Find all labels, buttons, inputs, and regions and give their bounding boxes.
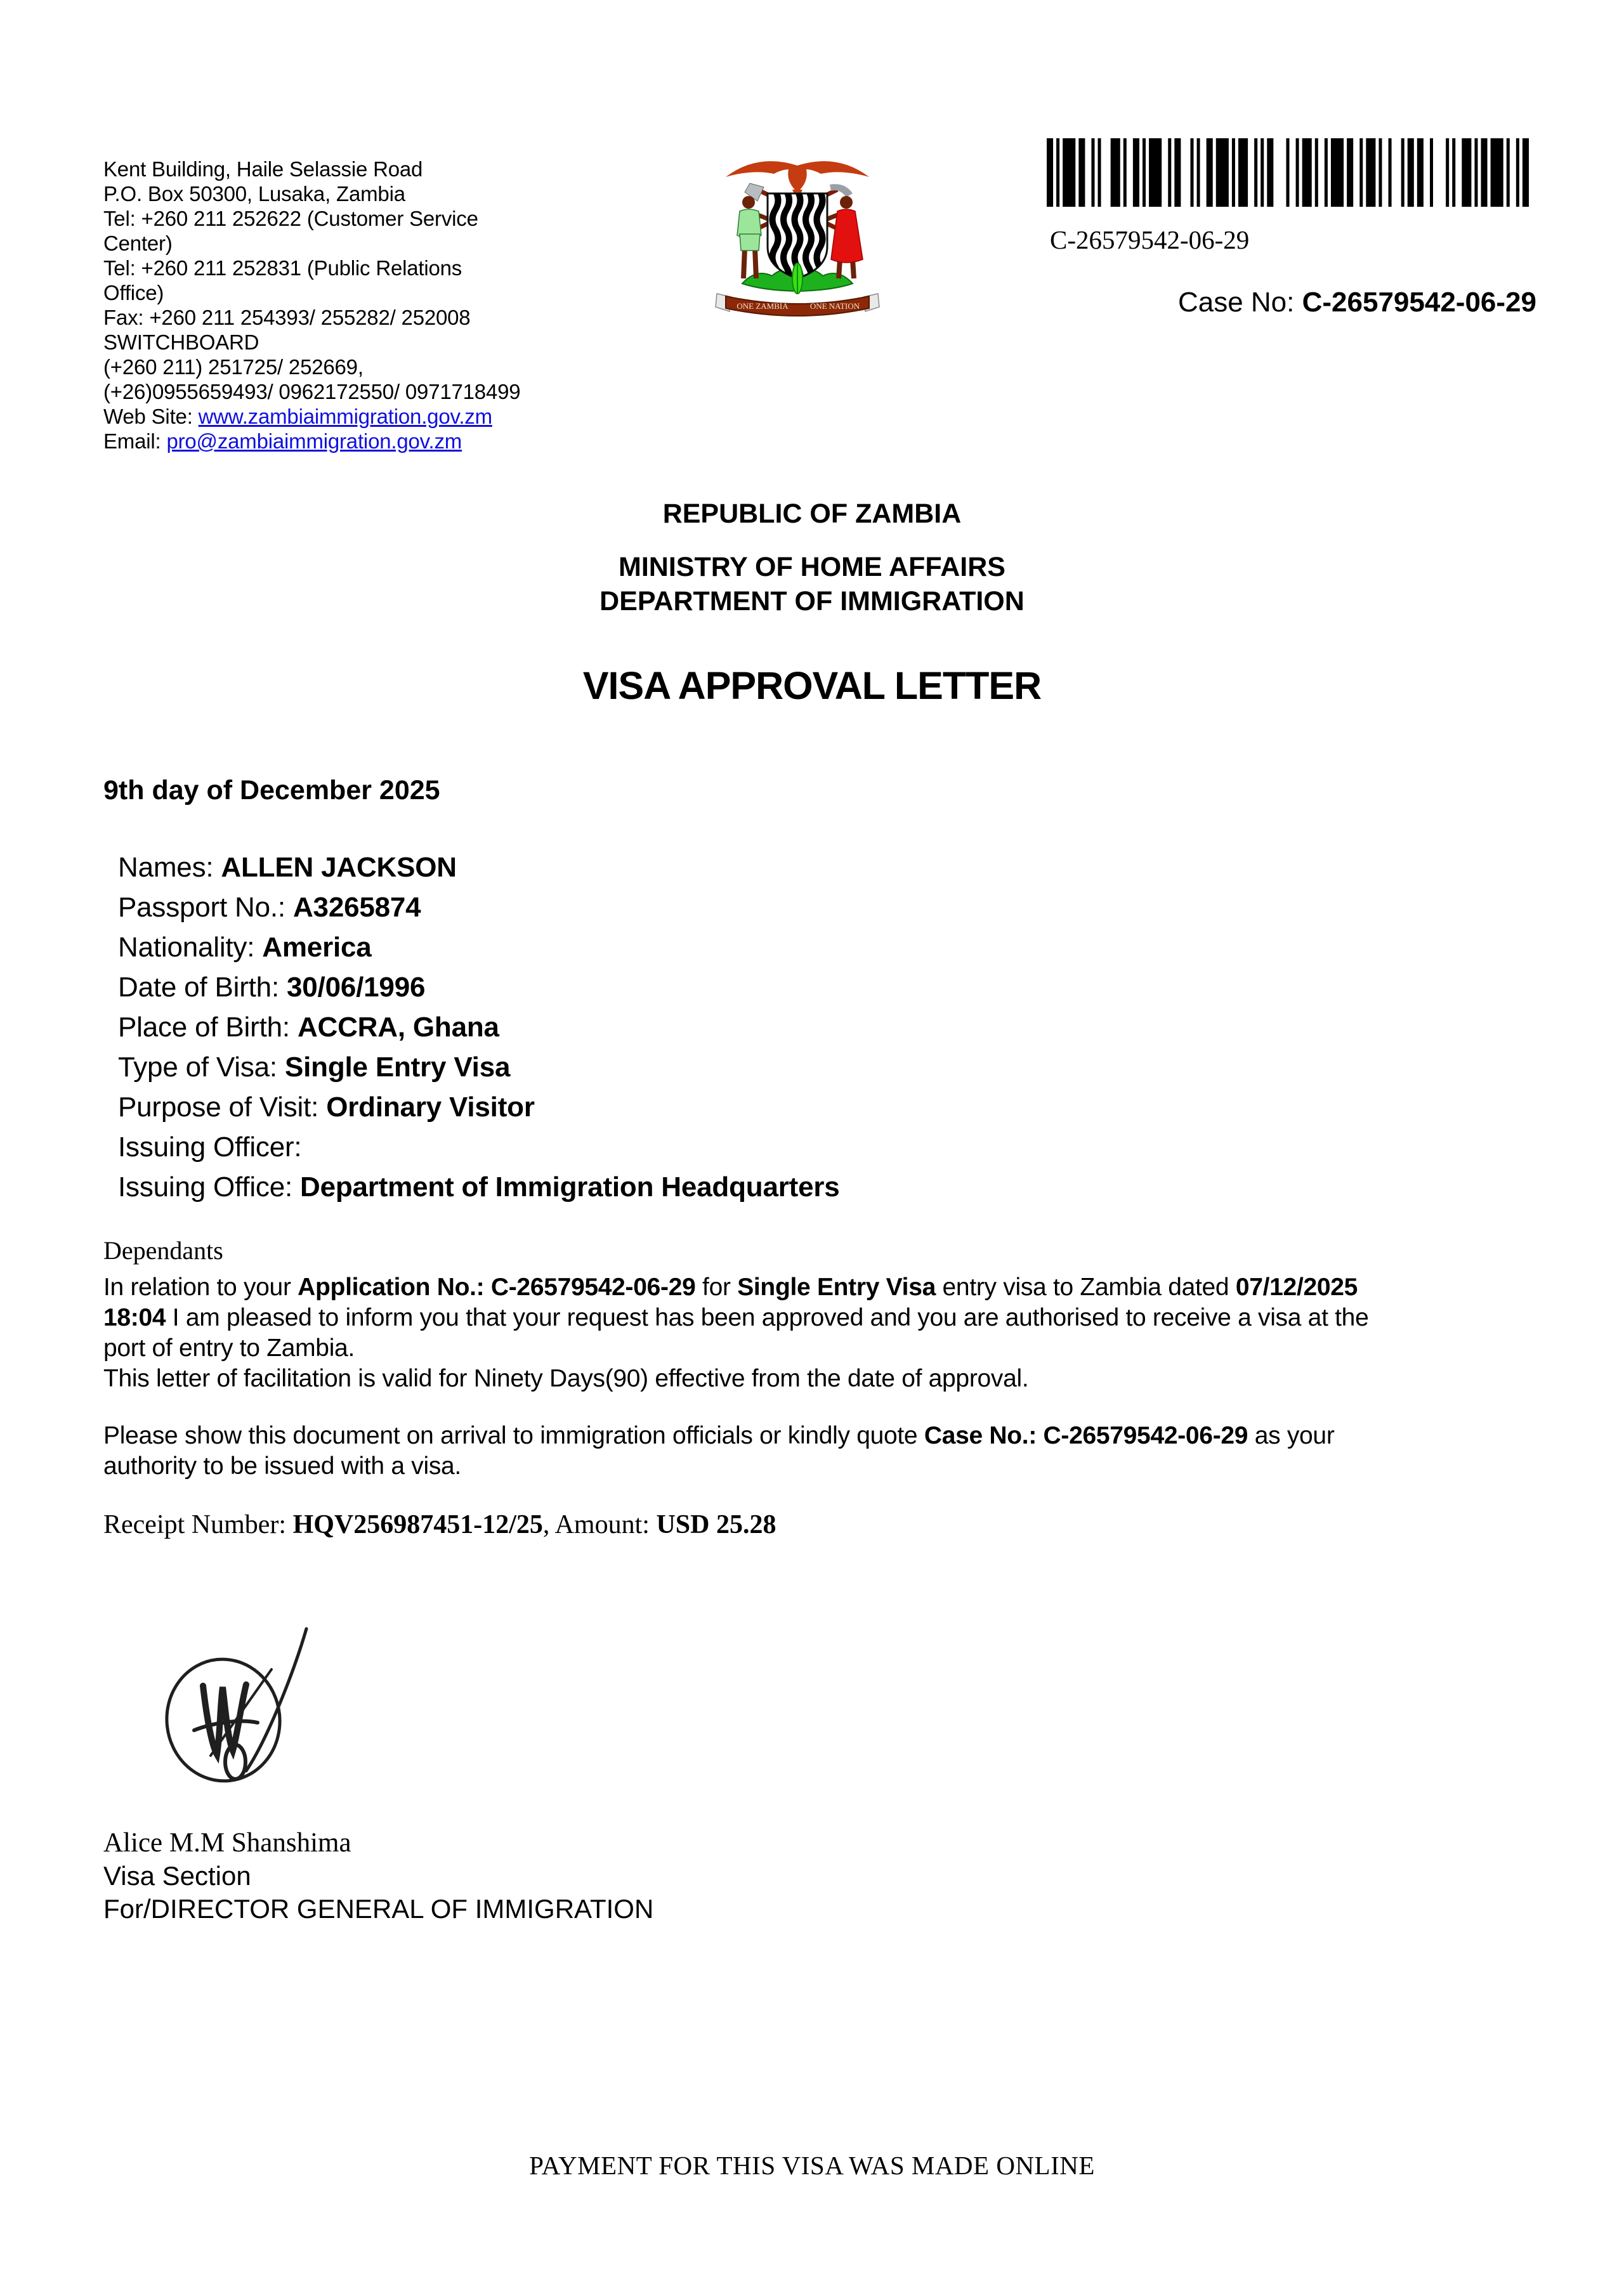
detail-row-issuing-officer [118, 1127, 840, 1167]
text-segment: for [695, 1274, 738, 1301]
detail-row-names [118, 847, 840, 887]
validity-line: This letter of facilitation is valid for Ninety Days(90) effective from the date of approval. [103, 1365, 1029, 1392]
ministry-department-heading [0, 550, 1624, 618]
approval-paragraph [103, 1272, 1368, 1394]
text-segment: entry visa to Zambia dated [936, 1274, 1236, 1301]
detail-label: Issuing Office: [118, 1171, 301, 1203]
case-number-bold: Case No.: C-26579542-06-29 [924, 1422, 1248, 1449]
detail-label: Date of Birth: [118, 972, 287, 1003]
application-time: 18:04 [103, 1304, 166, 1331]
page-title: VISA APPROVAL LETTER [582, 664, 1042, 707]
payment-note: PAYMENT FOR THIS VISA WAS MADE ONLINE [529, 2151, 1095, 2180]
maize-cob [792, 263, 802, 294]
detail-value: Ordinary Visitor [326, 1092, 535, 1123]
female-supporter [825, 196, 863, 278]
website-label: Web Site: [103, 405, 199, 428]
dependants-label: Dependants [103, 1236, 223, 1265]
paragraph-line [103, 1421, 1335, 1451]
officer-signature [152, 1611, 355, 1801]
signoff-block [103, 1827, 653, 1926]
email-link[interactable]: pro@zambiaimmigration.gov.zm [166, 429, 462, 453]
email-line [103, 429, 520, 453]
address-line: Center) [103, 232, 173, 255]
paragraph-line: authority to be issued with a visa. [103, 1452, 461, 1480]
detail-row-visa-type [118, 1047, 840, 1087]
for-director-line: For/DIRECTOR GENERAL OF IMMIGRATION [103, 1894, 654, 1924]
receipt-label: Receipt Number: [103, 1510, 293, 1539]
amount-value: USD 25.28 [656, 1510, 776, 1539]
case-barcode [1047, 138, 1529, 207]
detail-label: Purpose of Visit: [118, 1092, 327, 1123]
letter-date: 9th day of December 2025 [103, 775, 440, 806]
detail-row-issuing-office [118, 1167, 840, 1207]
case-number-line [901, 287, 1536, 318]
detail-value: ACCRA, Ghana [297, 1012, 499, 1043]
male-supporter [737, 196, 770, 278]
address-line: Fax: +260 211 254393/ 255282/ 252008 [103, 306, 471, 329]
barcode-number: C-26579542-06-29 [1050, 225, 1250, 254]
detail-row-dob [118, 967, 840, 1007]
letterhead-address [103, 157, 520, 453]
detail-row-birthplace [118, 1007, 840, 1047]
detail-value: America [262, 932, 372, 963]
department-heading: DEPARTMENT OF IMMIGRATION [599, 586, 1025, 616]
detail-label: Passport No.: [118, 892, 293, 923]
address-line: SWITCHBOARD [103, 330, 259, 354]
instruction-paragraph [103, 1421, 1335, 1482]
address-line: Office) [103, 281, 164, 304]
paragraph-line [103, 1303, 1368, 1333]
detail-label: Place of Birth: [118, 1012, 298, 1043]
coat-of-arms-graphic [712, 153, 883, 332]
address-line: P.O. Box 50300, Lusaka, Zambia [103, 182, 405, 205]
website-line [103, 404, 520, 429]
address-line: Tel: +260 211 252831 (Public Relations [103, 256, 462, 280]
detail-value: ALLEN JACKSON [221, 852, 457, 883]
barcode-graphic [1047, 138, 1529, 207]
text-segment: I am pleased to inform you that your request has been approved and you are authorised to receive a visa at the [166, 1304, 1369, 1331]
motto-one-zambia: ONE ZAMBIA [737, 301, 789, 311]
visa-type-bold: Single Entry Visa [737, 1274, 936, 1301]
officer-name: Alice M.M Shanshima [103, 1828, 351, 1858]
motto-banner [716, 294, 879, 316]
detail-value: 30/06/1996 [287, 972, 426, 1003]
case-number: C-26579542-06-29 [1302, 287, 1536, 318]
detail-label: Nationality: [118, 932, 263, 963]
amount-label: , Amount: [542, 1510, 657, 1539]
paragraph-line: port of entry to Zambia. [103, 1334, 355, 1362]
detail-label: Issuing Officer: [118, 1132, 302, 1163]
paragraph-line [103, 1272, 1368, 1303]
ministry-heading: MINISTRY OF HOME AFFAIRS [619, 552, 1005, 582]
zambia-coat-of-arms [712, 153, 883, 332]
case-label: Case No: [1177, 287, 1302, 318]
republic-heading: REPUBLIC OF ZAMBIA [662, 499, 962, 529]
website-link[interactable]: www.zambiaimmigration.gov.zm [198, 405, 492, 428]
detail-label: Type of Visa: [118, 1052, 285, 1083]
receipt-line [103, 1510, 776, 1540]
text-segment: as your [1248, 1422, 1335, 1449]
signature-graphic [152, 1611, 355, 1801]
address-line: (+26)0955659493/ 0962172550/ 0971718499 [103, 380, 521, 403]
address-line: Tel: +260 211 252622 (Customer Service [103, 207, 478, 230]
detail-row-purpose [118, 1087, 840, 1127]
detail-value: Department of Immigration Headquarters [300, 1171, 840, 1203]
application-date: 07/12/2025 [1235, 1274, 1358, 1301]
receipt-number: HQV256987451-12/25 [292, 1510, 543, 1539]
text-segment: Please show this document on arrival to immigration officials or kindly quote [103, 1422, 924, 1449]
address-line: Kent Building, Haile Selassie Road [103, 157, 423, 181]
detail-row-nationality [118, 927, 840, 967]
address-line: (+260 211) 251725/ 252669, [103, 355, 363, 379]
detail-label: Names: [118, 852, 221, 883]
detail-value: Single Entry Visa [284, 1052, 511, 1083]
officer-section: Visa Section [103, 1861, 251, 1891]
detail-row-passport [118, 887, 840, 927]
email-label: Email: [103, 429, 167, 453]
detail-value: A3265874 [292, 892, 421, 923]
text-segment: In relation to your [103, 1274, 298, 1301]
motto-one-nation: ONE NATION [809, 301, 860, 311]
application-number: Application No.: C-26579542-06-29 [298, 1274, 696, 1301]
applicant-details [118, 847, 840, 1207]
